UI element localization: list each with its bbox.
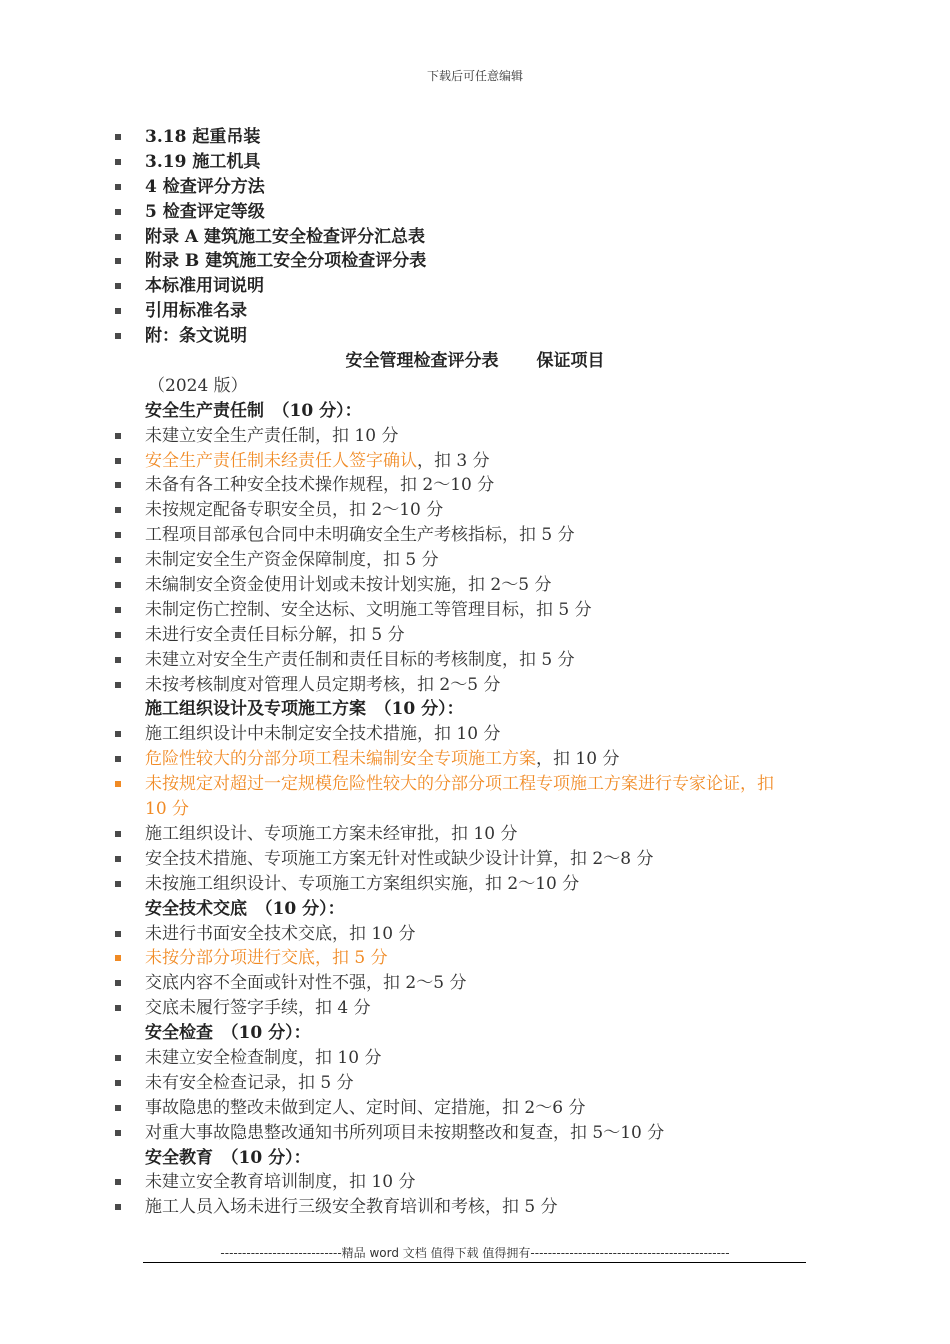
toc-item-label: 5 检查评定等级	[145, 201, 265, 222]
deduction-item-text	[145, 922, 800, 947]
bullet-icon	[115, 1105, 121, 1111]
deduction-item	[0, 623, 950, 648]
item-text: 交底内容不全面或针对性不强，扣 2～5 分	[145, 973, 467, 994]
bullet-icon	[115, 532, 121, 538]
toc-item	[0, 299, 950, 324]
highlighted-text: 危险性较大的分部分项工程未编制安全专项施工方案	[145, 749, 536, 770]
document-body	[0, 125, 950, 1220]
highlighted-text: 未按分部分项进行交底，扣 5 分	[145, 948, 388, 969]
bullet-icon	[115, 731, 121, 737]
page-footer: ----------------------------精品 word 文档 值得下载 值得拥有----------------------------------------------	[220, 1246, 730, 1260]
deduction-item	[0, 922, 950, 947]
toc-item	[0, 225, 950, 250]
bullet-icon	[115, 283, 121, 289]
toc-item-label: 本标准用词说明	[145, 276, 264, 297]
item-text: 对重大事故隐患整改通知书所列项目未按期整改和复查，扣 5～10 分	[145, 1122, 665, 1143]
deduction-item-text	[145, 498, 800, 523]
bullet-icon	[115, 458, 121, 464]
bullet-icon	[115, 582, 121, 588]
bullet-icon	[115, 1080, 121, 1086]
item-text: ，扣 10 分	[536, 749, 620, 770]
deduction-item	[0, 424, 950, 449]
bullet-icon	[115, 756, 121, 762]
deduction-item-text	[145, 722, 800, 747]
deduction-item	[0, 996, 950, 1021]
deduction-item-text	[145, 971, 800, 996]
item-text: 未制定伤亡控制、安全达标、文明施工等管理目标，扣 5 分	[145, 599, 592, 620]
item-text: 交底未履行签字手续，扣 4 分	[145, 998, 371, 1019]
toc-item	[0, 125, 950, 150]
item-text: 未进行书面安全技术交底，扣 10 分	[145, 923, 416, 944]
toc-item	[0, 249, 950, 274]
deduction-item	[0, 847, 950, 872]
deduction-item-text	[145, 1096, 800, 1121]
deduction-item-text	[145, 1170, 800, 1195]
item-text: 工程项目部承包合同中未明确安全生产考核指标，扣 5 分	[145, 525, 575, 546]
deduction-item-text	[145, 996, 800, 1021]
version-label: （2024 版）	[148, 375, 248, 396]
deduction-item-text	[145, 673, 800, 698]
deduction-item-text	[145, 573, 800, 598]
bullet-icon	[115, 1179, 121, 1185]
section-heading-row	[0, 897, 950, 922]
section-heading-row	[0, 697, 950, 722]
deduction-item	[0, 449, 950, 474]
deduction-item	[0, 747, 950, 772]
bullet-icon	[115, 1204, 121, 1210]
deduction-item-text	[145, 1046, 800, 1071]
toc-item	[0, 324, 950, 349]
toc-item-label: 附录 A 建筑施工安全检查评分汇总表	[145, 226, 426, 247]
deduction-item-text	[145, 822, 800, 847]
bullet-icon	[115, 333, 121, 339]
section-heading: 安全检查 （10 分）：	[145, 1023, 311, 1044]
bullet-icon	[115, 657, 121, 663]
bullet-icon	[115, 632, 121, 638]
deduction-item	[0, 946, 950, 971]
bullet-icon	[115, 234, 121, 240]
deduction-item	[0, 1096, 950, 1121]
deduction-item-text	[145, 1121, 800, 1146]
toc-item-label: 3.19 施工机具	[145, 151, 261, 172]
table-title-row	[0, 349, 950, 374]
deduction-item-text	[145, 772, 800, 822]
deduction-item	[0, 673, 950, 698]
deduction-item	[0, 573, 950, 598]
bullet-icon	[115, 856, 121, 862]
section-heading: 安全生产责任制 （10 分）：	[145, 400, 362, 421]
section-heading: 安全技术交底 （10 分）：	[145, 898, 345, 919]
deduction-item	[0, 772, 950, 822]
item-text: 未建立安全检查制度，扣 10 分	[145, 1047, 382, 1068]
toc-item	[0, 200, 950, 225]
bullet-icon	[115, 159, 121, 165]
bullet-icon	[115, 308, 121, 314]
item-text: 未按考核制度对管理人员定期考核，扣 2～5 分	[145, 674, 501, 695]
sections	[0, 399, 950, 1220]
deduction-item	[0, 971, 950, 996]
toc-item-label: 引用标准名录	[145, 301, 247, 322]
bullet-icon	[115, 781, 121, 787]
deduction-item	[0, 1195, 950, 1220]
item-text: ，扣 3 分	[417, 450, 490, 471]
deduction-item-text	[145, 623, 800, 648]
item-text: 施工人员入场未进行三级安全教育培训和考核，扣 5 分	[145, 1197, 558, 1218]
deduction-item-text	[145, 424, 800, 449]
deduction-item	[0, 498, 950, 523]
bullet-icon	[115, 980, 121, 986]
table-title-suffix: 保证项目	[536, 351, 605, 372]
bullet-icon	[115, 931, 121, 937]
highlighted-text: 安全生产责任制未经责任人签字确认	[145, 450, 417, 471]
toc-item-label: 3.18 起重吊装	[145, 127, 261, 147]
bullet-icon	[115, 433, 121, 439]
page-header: 下载后可任意编辑	[426, 69, 523, 83]
item-text: 未制定安全生产资金保障制度，扣 5 分	[145, 550, 439, 571]
bullet-icon	[115, 1005, 121, 1011]
toc-item-label: 附录 B 建筑施工安全分项检查评分表	[145, 251, 427, 272]
item-text: 未进行安全责任目标分解，扣 5 分	[145, 624, 405, 645]
deduction-item-text	[145, 946, 800, 971]
bullet-icon	[115, 134, 121, 140]
item-text: 未建立安全教育培训制度，扣 10 分	[145, 1172, 416, 1193]
item-text: 未建立对安全生产责任制和责任目标的考核制度，扣 5 分	[145, 649, 575, 670]
bullet-icon	[115, 881, 121, 887]
item-text: 未按施工组织设计、专项施工方案组织实施，扣 2～10 分	[145, 873, 580, 894]
highlighted-text: 未按规定对超过一定规模危险性较大的分部分项工程专项施工方案进行专家论证，扣 10 分	[145, 774, 774, 820]
toc-item	[0, 175, 950, 200]
deduction-item	[0, 598, 950, 623]
deduction-item-text	[145, 872, 800, 897]
deduction-item-text	[145, 847, 800, 872]
deduction-item-text	[145, 548, 800, 573]
toc-item	[0, 274, 950, 299]
bullet-icon	[115, 482, 121, 488]
item-text: 未按规定配备专职安全员，扣 2～10 分	[145, 500, 444, 521]
toc-item-label: 4 检查评分方法	[145, 176, 265, 197]
item-text: 事故隐患的整改未做到定人、定时间、定措施，扣 2～6 分	[145, 1097, 586, 1118]
item-text: 未备有各工种安全技术操作规程，扣 2～10 分	[145, 475, 495, 496]
version-row	[0, 374, 950, 399]
bullet-icon	[115, 209, 121, 215]
deduction-item-text	[145, 598, 800, 623]
item-text: 安全技术措施、专项施工方案无针对性或缺少设计计算，扣 2～8 分	[145, 848, 654, 869]
toc-item	[0, 150, 950, 175]
section-heading-row	[0, 1146, 950, 1171]
bullet-icon	[115, 557, 121, 563]
deduction-item	[0, 1170, 950, 1195]
deduction-item	[0, 822, 950, 847]
deduction-item-text	[145, 449, 800, 474]
bullet-icon	[115, 955, 121, 961]
deduction-item-text	[145, 1195, 800, 1220]
footer-divider	[143, 1262, 806, 1263]
deduction-item-text	[145, 1071, 800, 1096]
section-heading: 施工组织设计及专项施工方案 （10 分）：	[145, 699, 464, 720]
deduction-item	[0, 872, 950, 897]
deduction-item-text	[145, 523, 800, 548]
bullet-icon	[115, 258, 121, 264]
toc-item-label: 附：条文说明	[145, 326, 247, 347]
deduction-item-text	[145, 747, 800, 772]
item-text: 施工组织设计、专项施工方案未经审批，扣 10 分	[145, 823, 518, 844]
bullet-icon	[115, 607, 121, 613]
bullet-icon	[115, 184, 121, 190]
bullet-icon	[115, 1130, 121, 1136]
deduction-item-text	[145, 648, 800, 673]
item-text: 未建立安全生产责任制，扣 10 分	[145, 425, 399, 446]
bullet-icon	[115, 831, 121, 837]
deduction-item	[0, 523, 950, 548]
deduction-item	[0, 548, 950, 573]
deduction-item	[0, 1046, 950, 1071]
bullet-icon	[115, 1055, 121, 1061]
item-text: 施工组织设计中未制定安全技术措施，扣 10 分	[145, 724, 501, 745]
deduction-item	[0, 722, 950, 747]
item-text: 未有安全检查记录，扣 5 分	[145, 1072, 354, 1093]
section-heading-row	[0, 1021, 950, 1046]
deduction-item	[0, 1121, 950, 1146]
deduction-item-text	[145, 473, 800, 498]
bullet-icon	[115, 507, 121, 513]
section-heading-row	[0, 399, 950, 424]
item-text: 未编制安全资金使用计划或未按计划实施，扣 2～5 分	[145, 575, 552, 596]
deduction-item	[0, 648, 950, 673]
bullet-icon	[115, 682, 121, 688]
deduction-item	[0, 1071, 950, 1096]
table-of-contents	[0, 125, 950, 349]
deduction-item	[0, 473, 950, 498]
section-heading: 安全教育 （10 分）：	[145, 1147, 311, 1168]
table-title: 安全管理检查评分表	[345, 351, 499, 372]
